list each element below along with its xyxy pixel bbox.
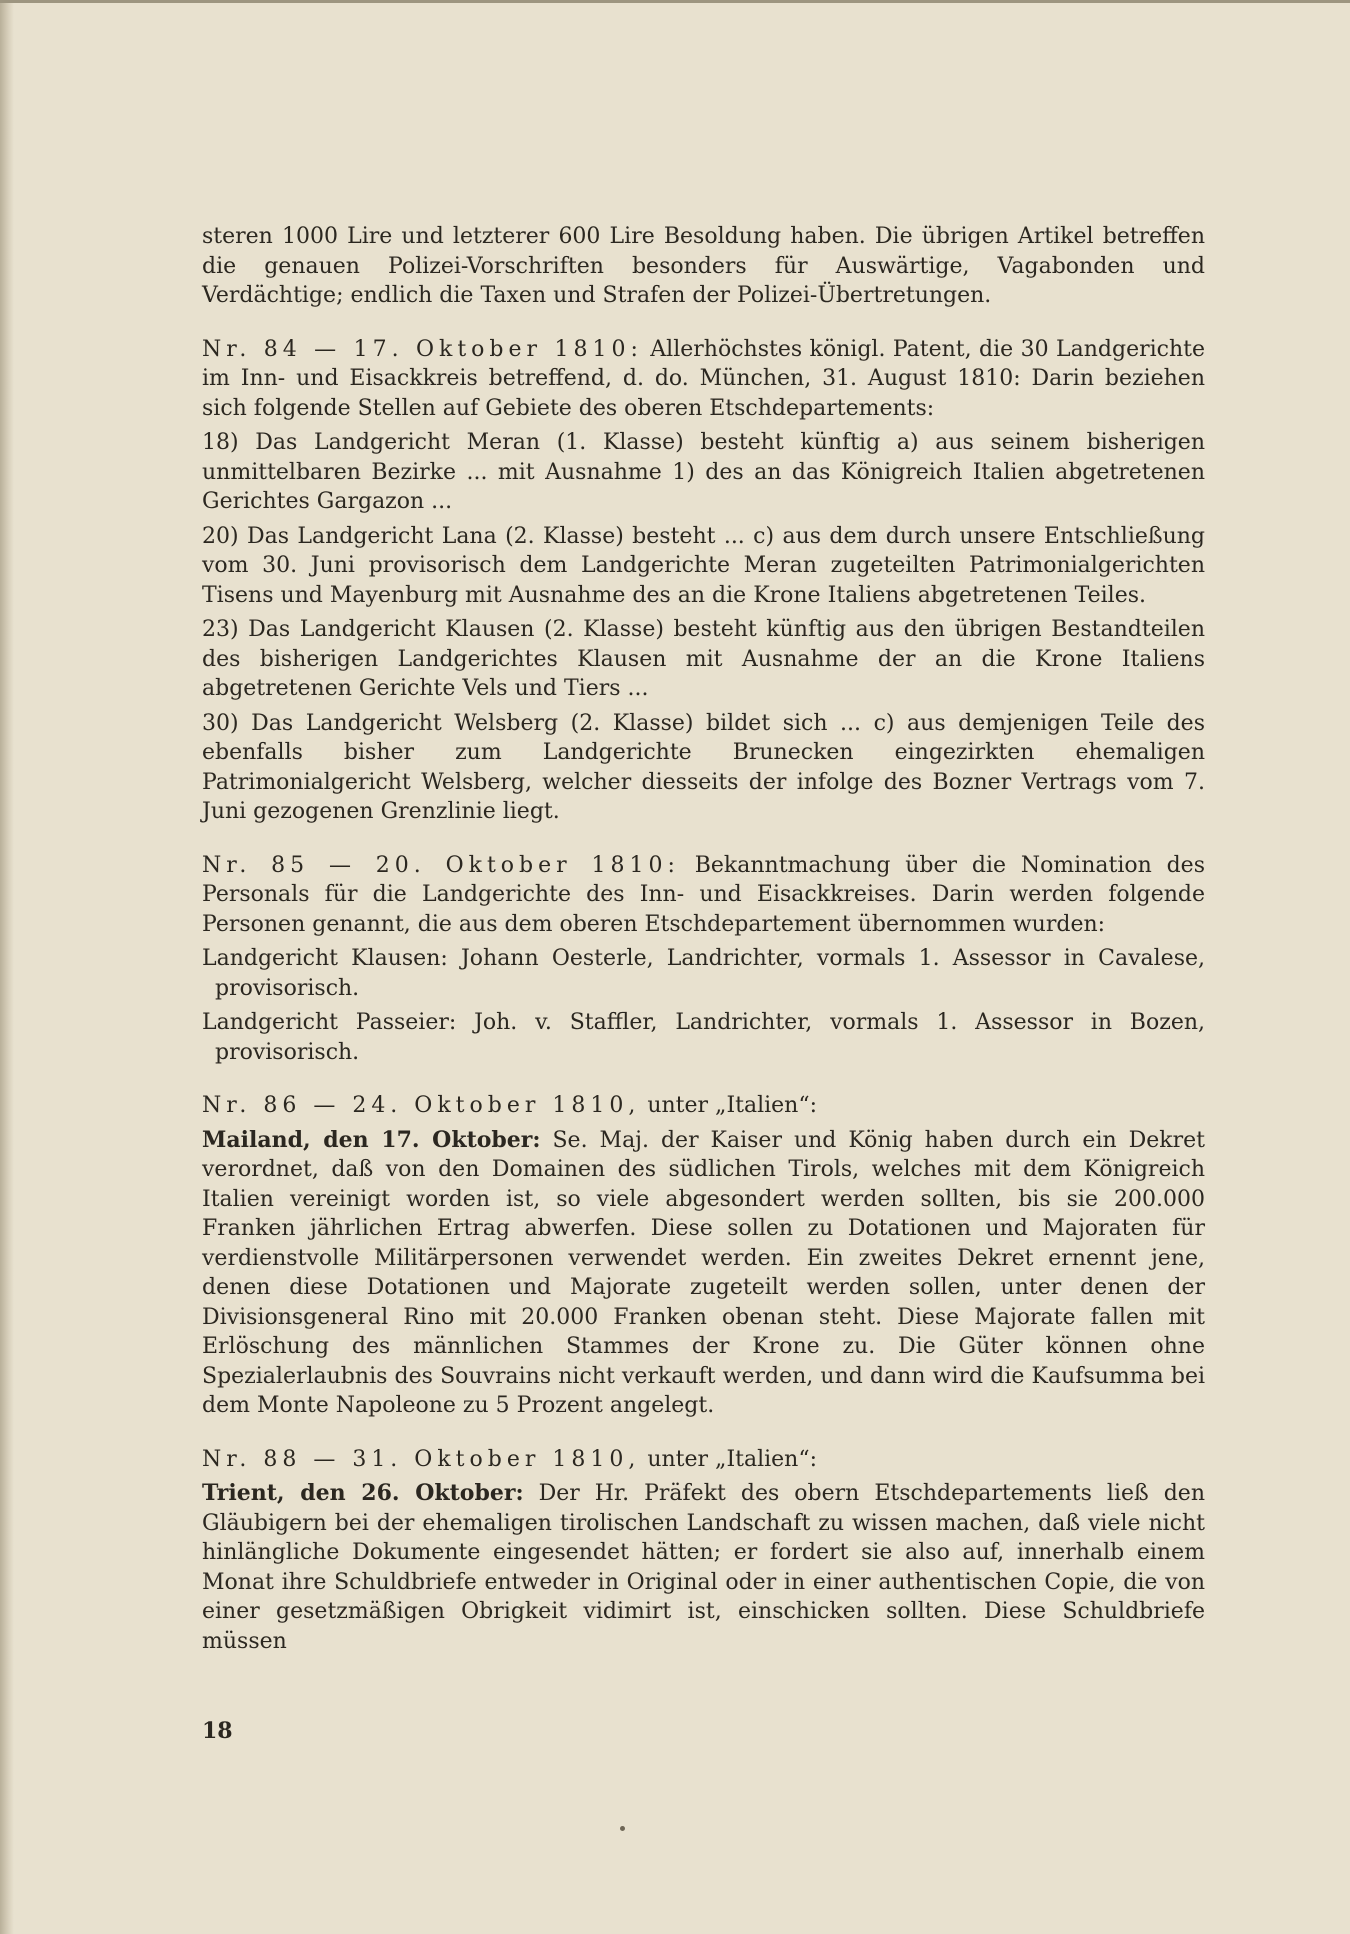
entry-nr88-heading xyxy=(202,1445,1205,1475)
list-item-30: 30) Das Landgericht Welsberg (2. Klasse) bildet sich ... c) aus demjenigen Teile des ebenfalls bisher zum Landgerichte Brunecken eingezirkten ehemaligen Patrimonialgericht Welsberg, welcher diesseits der infolge des Bozner Vertrags vom 7. Juni gezogenen Grenzlinie liegt. xyxy=(202,710,1205,824)
entry-heading: Nr. 85 — 20. Oktober 1810: xyxy=(202,852,680,878)
list-item-20: 20) Das Landgericht Lana (2. Klasse) besteht ... c) aus dem durch unsere Entschließung vom 30. Juni provisorisch dem Landgerichte Meran zugeteilten Patrimonialgerichten Tisens und Mayenburg mit Ausnahme des an die Krone Italiens abgetretenen Teiles. xyxy=(202,523,1205,608)
page-body xyxy=(202,222,1205,1656)
list-item-23: 23) Das Landgericht Klausen (2. Klasse) besteht künftig aus den übrigen Bestandteilen des bisherigen Landgerichtes Klausen mit Ausnahme der an die Krone Italiens abgetretenen Gerichte Vels und Tiers ... xyxy=(202,617,1205,701)
entry-heading: Nr. 86 — 24. Oktober 1810, xyxy=(202,1093,641,1118)
entry-heading: Nr. 84 — 17. Oktober 1810: xyxy=(202,336,643,362)
entry-text: Allerhöchstes königl. Patent, die 30 Landgerichte im Inn- und Eisackkreis betreffend, d. do. München, 31. August 1810: Darin beziehen sich folgende Stellen auf Gebiete des oberen Etschdepartements: xyxy=(202,336,1206,421)
paragraph-intro: steren 1000 Lire und letzterer 600 Lire Besoldung haben. Die übrigen Artikel betreffen die genauen Polizei-Vorschriften besonders für Auswärtige, Vagabonden und Verdächtige; endlich die Taxen und Strafen der Polizei-Übertretungen. xyxy=(202,224,1205,308)
paper-speck xyxy=(620,1826,625,1831)
entry-text: Der Hr. Präfekt des obern Etschdepartements ließ den Gläubigern bei der ehemaligen tirolischen Landschaft zu wissen machen, daß viele nicht hinlängliche Dokumente eingesendet hätten; er fordert sie also auf, innerhalb einem Monat ihre Schuldbriefe entweder in Original oder in einer authentischen Copie, die von einer gesetzmäßigen Obrigkeit vidimirt ist, einschicken sollten. Diese Schuldbriefe müssen xyxy=(202,1481,1205,1654)
page-spine-shadow xyxy=(0,0,14,1934)
entry-text: Se. Maj. der Kaiser und König haben durch ein Dekret verordnet, daß von den Domainen des südlichen Tirols, welches mit dem Königreich Italien vereinigt worden ist, so viele abgesondert werden sollten, bis sie 200.000 Franken jährlichen Ertrag abwerfen. Diese sollen zu Dotationen und Majoraten für verdienstvolle Militärpersonen verwendet werden. Ein zweites Dekret ernennt jene, denen diese Dotationen und Majorate zugeteilt werden sollen, unter denen der Divisionsgeneral Rino mit 20.000 Franken obenan steht. Diese Majorate fallen mit Erlöschung des männlichen Stammes der Krone zu. Die Güter können ohne Spezialerlaubnis des Souvrains nicht verkauft werden, und dann wird die Kaufsumma bei dem Monte Napoleone zu 5 Prozent angelegt. xyxy=(202,1127,1205,1418)
dateline: Trient, den 26. Oktober: xyxy=(202,1480,524,1506)
entry-nr86-heading xyxy=(202,1091,1205,1121)
list-item-passeier: Landgericht Passeier: Joh. v. Staffler, Landrichter, vormals 1. Assessor in Bozen, provisorisch. xyxy=(202,1010,1205,1065)
entry-nr88-text xyxy=(202,1479,1205,1656)
entry-heading-tail: unter „Italien“: xyxy=(640,1446,818,1472)
entry-nr86-text xyxy=(202,1126,1205,1421)
page-number: 18 xyxy=(202,1718,233,1744)
entry-nr84 xyxy=(202,335,1205,424)
list-item-klausen: Landgericht Klausen: Johann Oesterle, Landrichter, vormals 1. Assessor in Cavalese, provisorisch. xyxy=(202,946,1205,1001)
entry-heading-tail: unter „Italien“: xyxy=(640,1093,818,1118)
list-item-18: 18) Das Landgericht Meran (1. Klasse) besteht künftig a) aus seinem bisherigen unmittelbaren Bezirke ... mit Ausnahme 1) des an das Königreich Italien abgetretenen Gerichtes Gargazon ... xyxy=(202,430,1205,514)
page-top-edge xyxy=(0,0,1350,3)
entry-nr85 xyxy=(202,851,1205,940)
dateline: Mailand, den 17. Oktober: xyxy=(202,1126,541,1153)
entry-heading: Nr. 88 — 31. Oktober 1810, xyxy=(202,1446,641,1472)
entry-text: Bekanntmachung über die Nomination des Personals für die Landgerichte des Inn- und Eisackkreises. Darin werden folgende Personen genannt, die aus dem oberen Etschdepartement übernommen wurden: xyxy=(202,852,1205,937)
